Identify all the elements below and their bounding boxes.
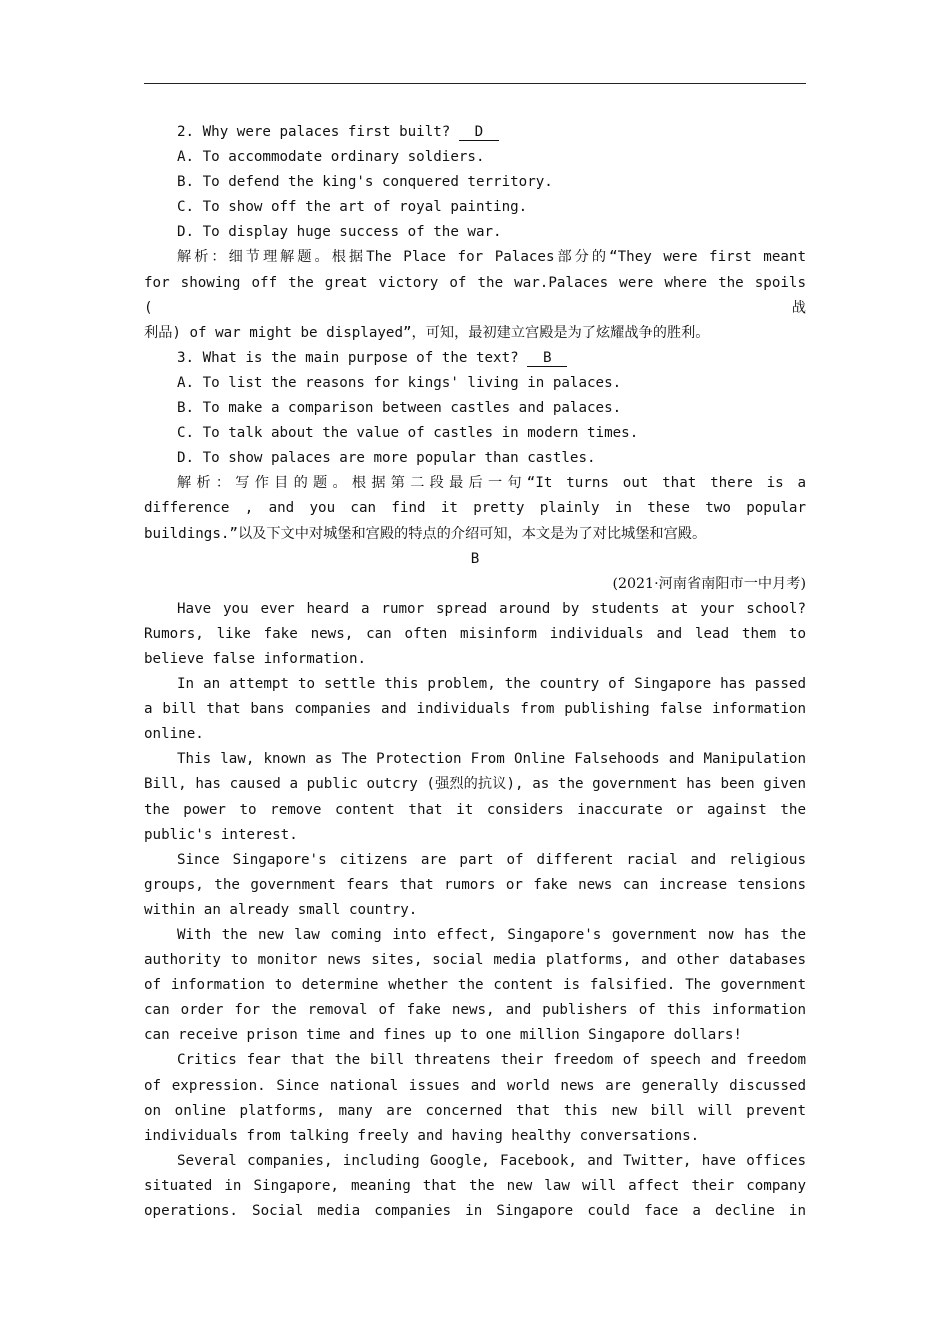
answer-blank: D bbox=[459, 124, 499, 141]
passage-paragraph: Have you ever heard a rumor spread around by students at your school? Rumors, like fake news, can often misinform individuals and lead them to believe false information. bbox=[144, 600, 806, 667]
header-rule bbox=[144, 83, 806, 84]
question-3 bbox=[144, 346, 806, 547]
answer-blank: B bbox=[527, 350, 567, 367]
option-d: D. To display huge success of the war. bbox=[177, 224, 502, 241]
option-d: D. To show palaces are more popular than castles. bbox=[177, 450, 596, 467]
explanation-line: buildings.”以及下文中对城堡和宫殿的特点的介绍可知，本文是为了对比城堡和宫殿。 bbox=[144, 525, 707, 542]
question-stem: 2. Why were palaces first built? D bbox=[144, 120, 806, 145]
document-body bbox=[144, 120, 806, 1224]
explanation-line: 解析：细节理解题。根据The Place for Palaces部分的“They were first meant bbox=[177, 249, 806, 266]
explanation-line: difference , and you can find it pretty plainly in these two popular bbox=[144, 500, 806, 517]
source-citation: (2021·河南省南阳市一中月考) bbox=[612, 575, 806, 592]
option-c: C. To talk about the value of castles in modern times. bbox=[177, 425, 639, 442]
question-2 bbox=[144, 120, 806, 346]
option-b: B. To make a comparison between castles and palaces. bbox=[177, 400, 622, 417]
passage-paragraph: With the new law coming into effect, Singapore's government now has the authority to monitor news sites, social media platforms, and other databases of information to determine whether the content is falsified. The government can order for the removal of fake news, and publishers of this information can receive prison time and fines up to one million Singapore dollars! bbox=[144, 927, 806, 1044]
passage-paragraph: Since Singapore's citizens are part of different racial and religious groups, the government fears that rumors or fake news can increase tensions within an already small country. bbox=[144, 851, 806, 918]
option-c: C. To show off the art of royal painting. bbox=[177, 199, 528, 216]
passage-paragraph: In an attempt to settle this problem, the country of Singapore has passed a bill that bans companies and individuals from publishing false information online. bbox=[144, 676, 806, 743]
passage-paragraph: Critics fear that the bill threatens their freedom of speech and freedom of expression. Since national issues and world news are generally discussed on online platforms, many are concerned that this new bill will prevent individuals from talking freely and having healthy conversations. bbox=[144, 1052, 806, 1144]
passage-paragraph: Several companies, including Google, Facebook, and Twitter, have offices situated in Singapore, meaning that the new law will affect their company operations. Social media companies in Singapore could face a decline in bbox=[144, 1152, 806, 1220]
section-heading: B bbox=[470, 550, 480, 567]
passage-paragraph: This law, known as The Protection From Online Falsehoods and Manipulation Bill, has caused a public outcry (强烈的抗议), as the government has been given the power to remove content that it considers inaccurate or against the public's interest. bbox=[144, 751, 806, 843]
option-b: B. To defend the king's conquered territory. bbox=[177, 174, 553, 191]
option-a: A. To accommodate ordinary soldiers. bbox=[177, 149, 485, 166]
explanation-line: 解析：写作目的题。根据第二段最后一句“It turns out that there is a bbox=[177, 475, 806, 492]
question-stem: 3. What is the main purpose of the text? B bbox=[144, 346, 806, 371]
reading-passage bbox=[144, 597, 806, 1224]
option-a: A. To list the reasons for kings' living in palaces. bbox=[177, 374, 622, 391]
explanation-line: 利品) of war might be displayed”，可知，最初建立宫殿是为了炫耀战争的胜利。 bbox=[144, 324, 710, 341]
explanation-line: for showing off the great victory of the war.Palaces were where the spoils (战 bbox=[144, 274, 806, 316]
